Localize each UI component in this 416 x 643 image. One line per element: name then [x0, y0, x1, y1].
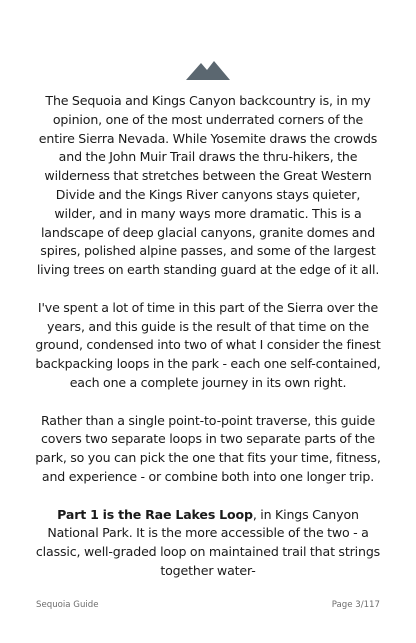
- page-body-text: [34, 92, 382, 581]
- footer-page-indicator: Page 3/117: [331, 600, 380, 610]
- part-1-text: , in Kings Canyon National Park. It is the more accessible of the two - a classic, well-graded loop on maintained trail that strings together water-: [35, 506, 381, 578]
- part-1-heading: Part 1 is the Rae Lakes Loop: [57, 506, 253, 522]
- paragraph-part-1: [34, 506, 382, 581]
- paragraph: The Sequoia and Kings Canyon backcountry is, in my opinion, one of the most underrated corners of the entire Sierra Nevada. While Yosemite draws the crowds and the John Muir Trail draws the thru-hikers, the wilderness that stretches between the Great Western Divide and the Kings River canyons stays quieter, wilder, and in many ways more dramatic. This is a landscape of deep glacial canyons, granite domes and spires, polished alpine passes, and some of the largest living trees on earth standing guard at the edge of it all.: [36, 93, 380, 278]
- footer-book-title: Sequoia Guide: [36, 600, 99, 610]
- mountain-icon: [186, 60, 230, 80]
- paragraph: I've spent a lot of time in this part of the Sierra over the years, and this guide is the result of that time on the ground, condensed into two of what I consider the finest backpacking loops in the park - each one self-contained, each one a complete journey in its own right.: [35, 299, 381, 390]
- paragraph: Rather than a single point-to-point traverse, this guide covers two separate loops in two separate parts of the park, so you can pick the one that fits your time, fitness, and experience - or combine both into one longer trip.: [35, 412, 381, 484]
